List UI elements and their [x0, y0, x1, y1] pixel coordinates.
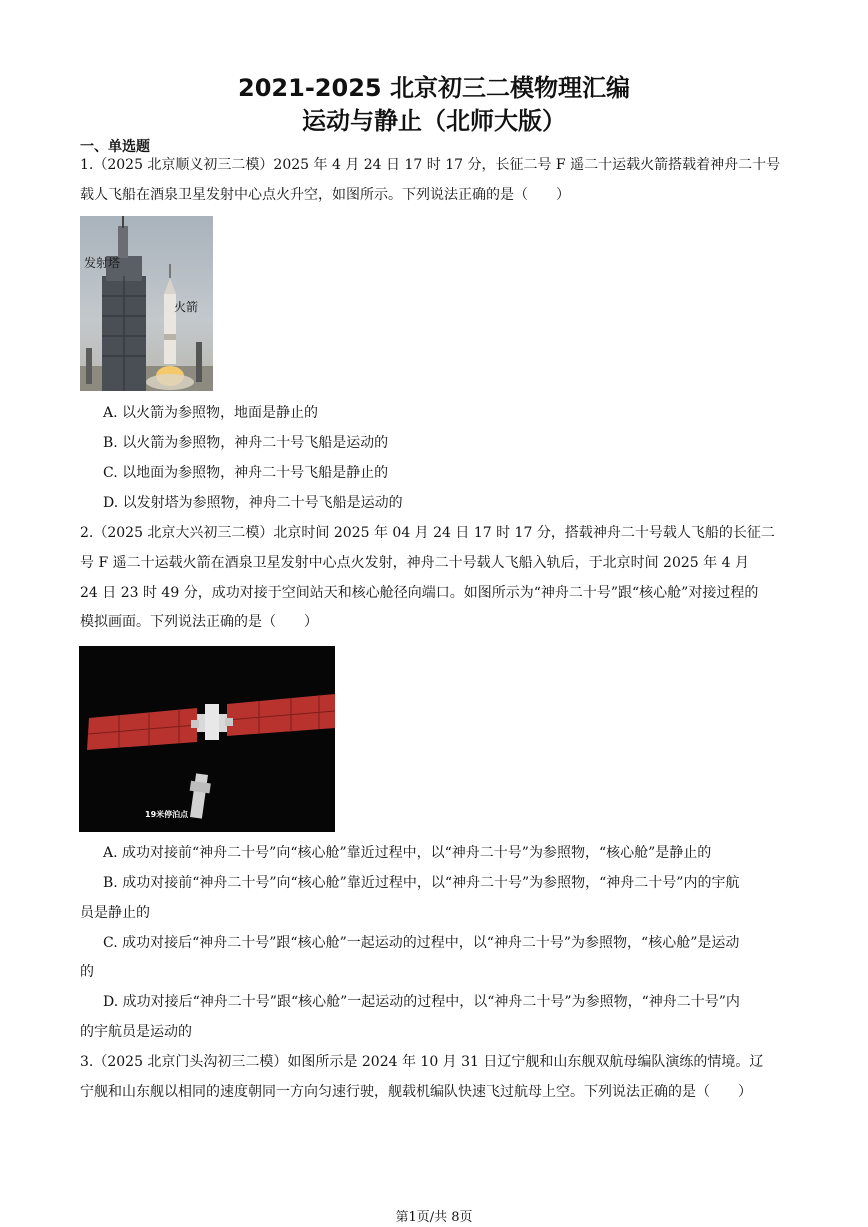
docking-illustration [79, 646, 335, 832]
page-number: 第1页/共 8页 [395, 1210, 473, 1225]
q3-stem-line1: 3.（2025 北京门头沟初三二模）如图所示是 2024 年 10 月 31 日辽宁舰和山东舰双航母编队演练的情境。辽 [80, 1054, 764, 1070]
q2-option-d-line2: 的宇航员是运动的 [80, 1024, 192, 1040]
q2-option-d-line1: D. 成功对接后“神舟二十号”跟“核心舱”一起运动的过程中，以“神舟二十号”为参照物，“神舟二十号”内 [103, 994, 740, 1010]
q1-option-c: C. 以地面为参照物，神舟二十号飞船是静止的 [103, 465, 389, 481]
document-title: 2021-2025 北京初三二模物理汇编 [238, 74, 630, 102]
q3-stem-line2: 宁舰和山东舰以相同的速度朝同一方向匀速行驶，舰载机编队快速飞过航母上空。下列说法正确的是（ ） [80, 1084, 752, 1100]
q1-stem-line1: 1.（2025 北京顺义初三二模）2025 年 4 月 24 日 17 时 17 分，长征二号 F 遥二十运载火箭搭载着神舟二十号 [80, 157, 781, 173]
q1-stem-line2: 载人飞船在酒泉卫星发射中心点火升空，如图所示。下列说法正确的是（ ） [80, 187, 570, 203]
parking-point-label: 19米停泊点 [145, 810, 189, 819]
launch-tower-label: 发射塔 [84, 256, 121, 270]
document-subtitle: 运动与静止（北师大版） [302, 107, 566, 135]
q2-stem-line1: 2.（2025 北京大兴初三二模）北京时间 2025 年 04 月 24 日 17 时 17 分，搭载神舟二十号载人飞船的长征二 [80, 525, 775, 541]
q2-option-c-line1: C. 成功对接后“神舟二十号”跟“核心舱”一起运动的过程中，以“神舟二十号”为参照物，“核心舱”是运动 [103, 935, 740, 951]
q2-option-c-line2: 的 [80, 964, 94, 980]
q2-option-b-line1: B. 成功对接前“神舟二十号”向“核心舱”靠近过程中，以“神舟二十号”为参照物，“神舟二十号”内的宇航 [103, 875, 740, 891]
q1-option-a: A. 以火箭为参照物，地面是静止的 [103, 405, 319, 421]
rocket-launch-image [80, 216, 213, 391]
q2-stem-line2: 号 F 遥二十运载火箭在酒泉卫星发射中心点火发射，神舟二十号载人飞船入轨后，于北京时间 2025 年 4 月 [80, 555, 749, 571]
docking-simulation-image [79, 646, 335, 832]
q2-option-a: A. 成功对接前“神舟二十号”向“核心舱”靠近过程中，以“神舟二十号”为参照物，“核心舱”是静止的 [103, 845, 712, 861]
q1-option-b: B. 以火箭为参照物，神舟二十号飞船是运动的 [103, 435, 389, 451]
q2-option-b-line2: 员是静止的 [80, 905, 150, 921]
q2-stem-line4: 模拟画面。下列说法正确的是（ ） [80, 614, 318, 630]
section-heading: 一、单选题 [80, 139, 150, 155]
rocket-label: 火箭 [174, 300, 199, 314]
q1-option-d: D. 以发射塔为参照物，神舟二十号飞船是运动的 [103, 495, 403, 511]
q2-stem-line3: 24 日 23 时 49 分，成功对接于空间站天和核心舱径向端口。如图所示为“神舟二十号”跟“核心舱”对接过程的 [80, 585, 759, 601]
